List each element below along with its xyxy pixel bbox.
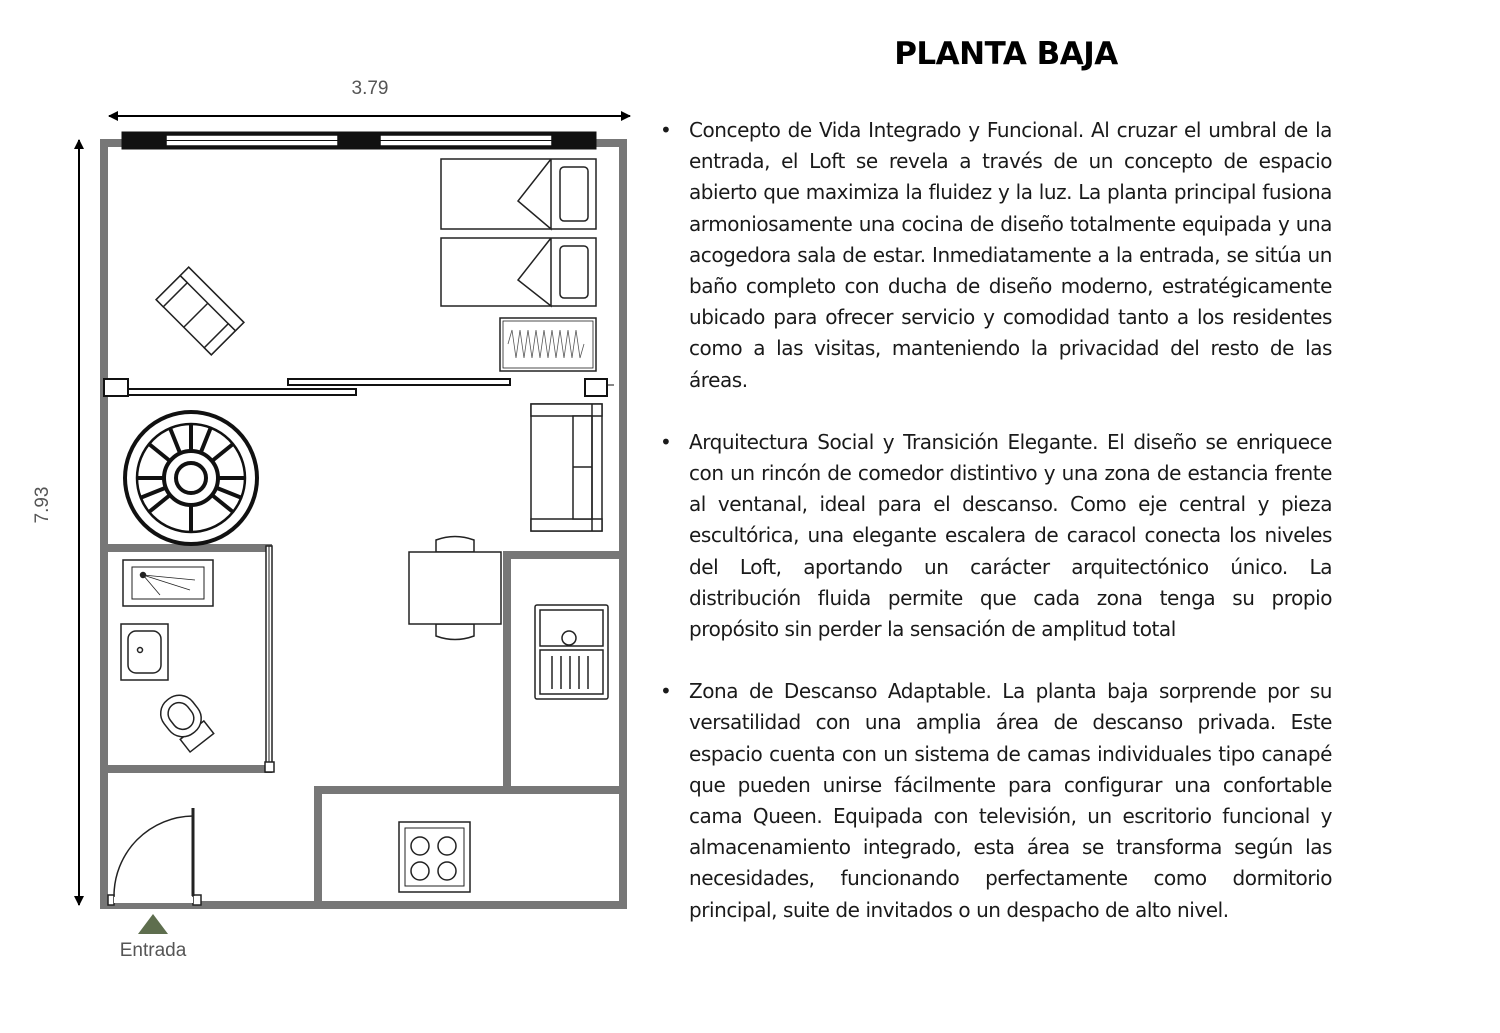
description-list bbox=[660, 115, 1332, 926]
floor-plan bbox=[0, 0, 660, 1033]
dining-table bbox=[409, 537, 501, 640]
kitchen-sink bbox=[535, 605, 608, 699]
bathroom-sliding-door bbox=[265, 546, 274, 772]
entrance-door bbox=[108, 808, 201, 905]
single-bed bbox=[441, 159, 596, 229]
description-item: • Concepto de Vida Integrado y Funcional. Al cruzar el umbral de la entrada, el Loft se revela a través de un concepto de espacio abierto que maximiza la fluidez y la luz. La planta principal fusiona armoniosamente una cocina de diseño totalmente equipada y una acogedora sala de estar. Inmediatamente a la entrada, se sitúa un baño completo con ducha de diseño moderno, estratégicamente ubicado para ofrecer servicio y comodidad tanto a los residentes como a las visitas, manteniendo la privacidad del resto de las áreas. bbox=[660, 115, 1332, 396]
page-title: PLANTA BAJA bbox=[894, 36, 1118, 72]
width-dimension-label: 3.79 bbox=[351, 78, 389, 99]
height-dimension-label: 7.93 bbox=[32, 486, 53, 524]
shower bbox=[123, 560, 213, 606]
single-bed bbox=[441, 238, 596, 306]
cooktop bbox=[399, 822, 470, 892]
sliding-partition bbox=[104, 379, 614, 396]
armchair bbox=[156, 267, 244, 355]
spiral-staircase bbox=[125, 412, 257, 544]
toilet bbox=[154, 688, 216, 754]
sofa bbox=[531, 404, 602, 531]
entry-label: Entrada bbox=[119, 940, 187, 961]
entry-marker-icon bbox=[138, 914, 168, 934]
top-window bbox=[122, 132, 596, 149]
description-item: • Arquitectura Social y Transición Elegante. El diseño se enriquece con un rincón de comedor distintivo y una zona de estancia frente al ventanal, ideal para el descanso. Como eje central y pieza escultórica, una elegante escalera de caracol conecta los niveles del Loft, aportando un carácter arquitectónico único. La distribución fluida permite que cada zona tenga su propio propósito sin perder la sensación de amplitud total bbox=[660, 427, 1332, 645]
desk-unit bbox=[500, 318, 596, 371]
bathroom-sink bbox=[121, 624, 168, 680]
description-item: • Zona de Descanso Adaptable. La planta baja sorprende por su versatilidad con una amplia área de descanso privada. Este espacio cuenta con un sistema de camas individuales tipo canapé que pueden unirse fácilmente para configurar una confortable cama Queen. Equipada con televisión, un escritorio funcional y almacenamiento integrado, esta área se transforma según las necesidades, funcionando perfectamente como dormitorio principal, suite de invitados o un despacho de alto nivel. bbox=[660, 676, 1332, 926]
